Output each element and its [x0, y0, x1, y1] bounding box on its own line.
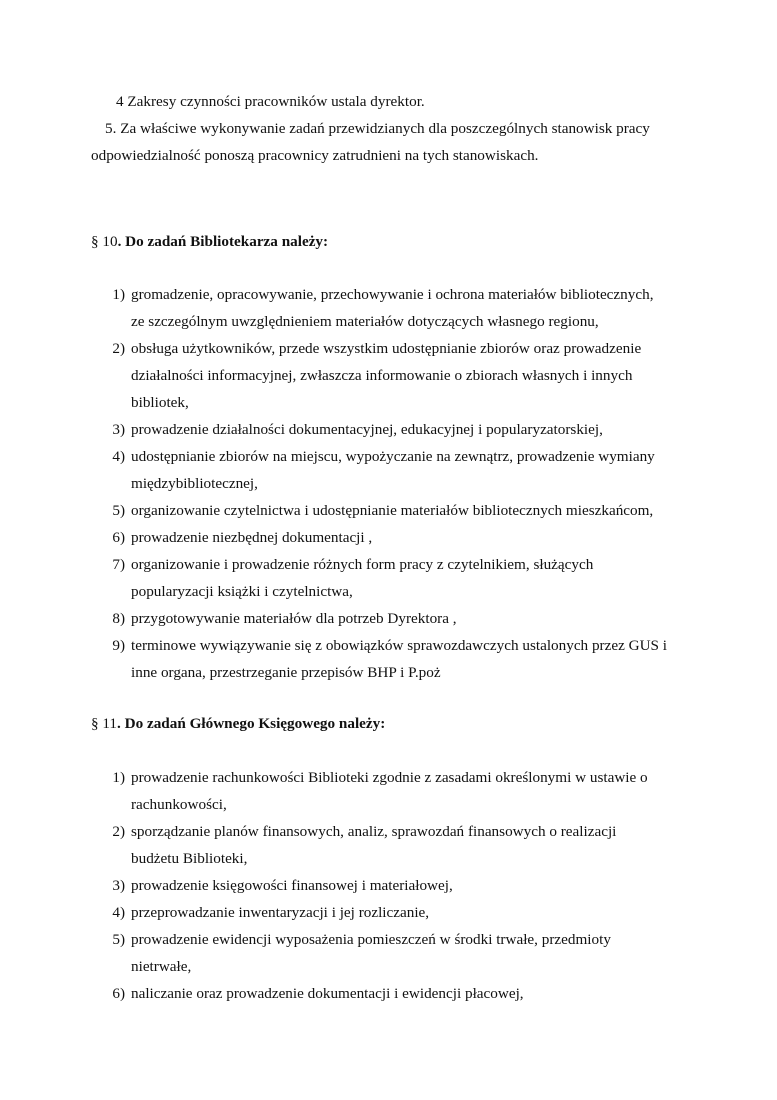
intro-line-5-continued: odpowiedzialność ponoszą pracownicy zatrudnieni na tych stanowiskach. [91, 147, 539, 164]
list-item-text: ze szczególnym uwzględnieniem materiałów dotyczących własnego regionu, [131, 313, 599, 330]
section-10-heading: . Do zadań Bibliotekarza należy: [117, 233, 329, 250]
list-item-number: 5) [112, 502, 125, 519]
section-10-title [91, 233, 328, 251]
list-item-number: 7) [112, 556, 125, 573]
list-item-text: prowadzenie księgowości finansowej i materiałowej, [131, 877, 453, 894]
list-item-text: rachunkowości, [131, 796, 227, 813]
list-item-number: 6) [112, 985, 125, 1002]
intro-line-5: 5. Za właściwe wykonywanie zadań przewidzianych dla poszczególnych stanowisk pracy [105, 120, 650, 137]
list-item-text: inne organa, przestrzeganie przepisów BHP i P.poż [131, 664, 441, 681]
section-11-title [91, 715, 385, 733]
list-item-text: działalności informacyjnej, zwłaszcza informowanie o zbiorach własnych i innych [131, 367, 633, 384]
list-item-number: 1) [112, 769, 125, 786]
list-item-text: przeprowadzanie inwentaryzacji i jej rozliczanie, [131, 904, 430, 921]
list-item-number: 1) [112, 286, 125, 303]
intro-line-4: 4 Zakresy czynności pracowników ustala dyrektor. [116, 93, 425, 110]
list-item-text: przygotowywanie materiałów dla potrzeb Dyrektora , [131, 610, 457, 627]
list-item-text: prowadzenie ewidencji wyposażenia pomieszczeń w środki trwałe, przedmioty [131, 931, 611, 948]
list-item-number: 4) [112, 448, 125, 465]
list-item-number: 3) [112, 877, 125, 894]
list-item-number: 8) [112, 610, 125, 627]
list-item-text: popularyzacji książki i czytelnictwa, [131, 583, 353, 600]
list-item-text: udostępnianie zbiorów na miejscu, wypożyczanie na zewnątrz, prowadzenie wymiany [131, 448, 655, 465]
list-item-number: 6) [112, 529, 125, 546]
list-item-text: sporządzanie planów finansowych, analiz, sprawozdań finansowych o realizacji [131, 823, 617, 840]
list-item-text: obsługa użytkowników, przede wszystkim udostępnianie zbiorów oraz prowadzenie [131, 340, 642, 357]
list-item-number: 2) [112, 823, 125, 840]
list-item-text: bibliotek, [131, 394, 189, 411]
list-item-text: organizowanie czytelnictwa i udostępnianie materiałów bibliotecznych mieszkańcom, [131, 502, 654, 519]
list-item-text: prowadzenie działalności dokumentacyjnej, edukacyjnej i popularyzatorskiej, [131, 421, 603, 438]
list-item-number: 2) [112, 340, 125, 357]
list-item-number: 4) [112, 904, 125, 921]
list-item-text: gromadzenie, opracowywanie, przechowywanie i ochrona materiałów bibliotecznych, [131, 286, 654, 303]
list-item-number: 3) [112, 421, 125, 438]
list-item-text: prowadzenie rachunkowości Biblioteki zgodnie z zasadami określonymi w ustawie o [131, 769, 648, 786]
list-item-text: międzybibliotecznej, [131, 475, 258, 492]
list-item-number: 5) [112, 931, 125, 948]
list-item-text: budżetu Biblioteki, [131, 850, 248, 867]
list-item-text: nietrwałe, [131, 958, 192, 975]
list-item-text: prowadzenie niezbędnej dokumentacji , [131, 529, 373, 546]
section-11-number: § 11 [91, 715, 118, 732]
list-item-text: terminowe wywiązywanie się z obowiązków sprawozdawczych ustalonych przez GUS i [131, 637, 668, 654]
list-item-text: naliczanie oraz prowadzenie dokumentacji i ewidencji płacowej, [131, 985, 524, 1002]
list-item-text: organizowanie i prowadzenie różnych form pracy z czytelnikiem, służących [131, 556, 594, 573]
list-item-number: 9) [112, 637, 125, 654]
section-11-heading: . Do zadań Głównego Księgowego należy: [117, 715, 386, 732]
section-10-number: § 10 [91, 233, 118, 250]
